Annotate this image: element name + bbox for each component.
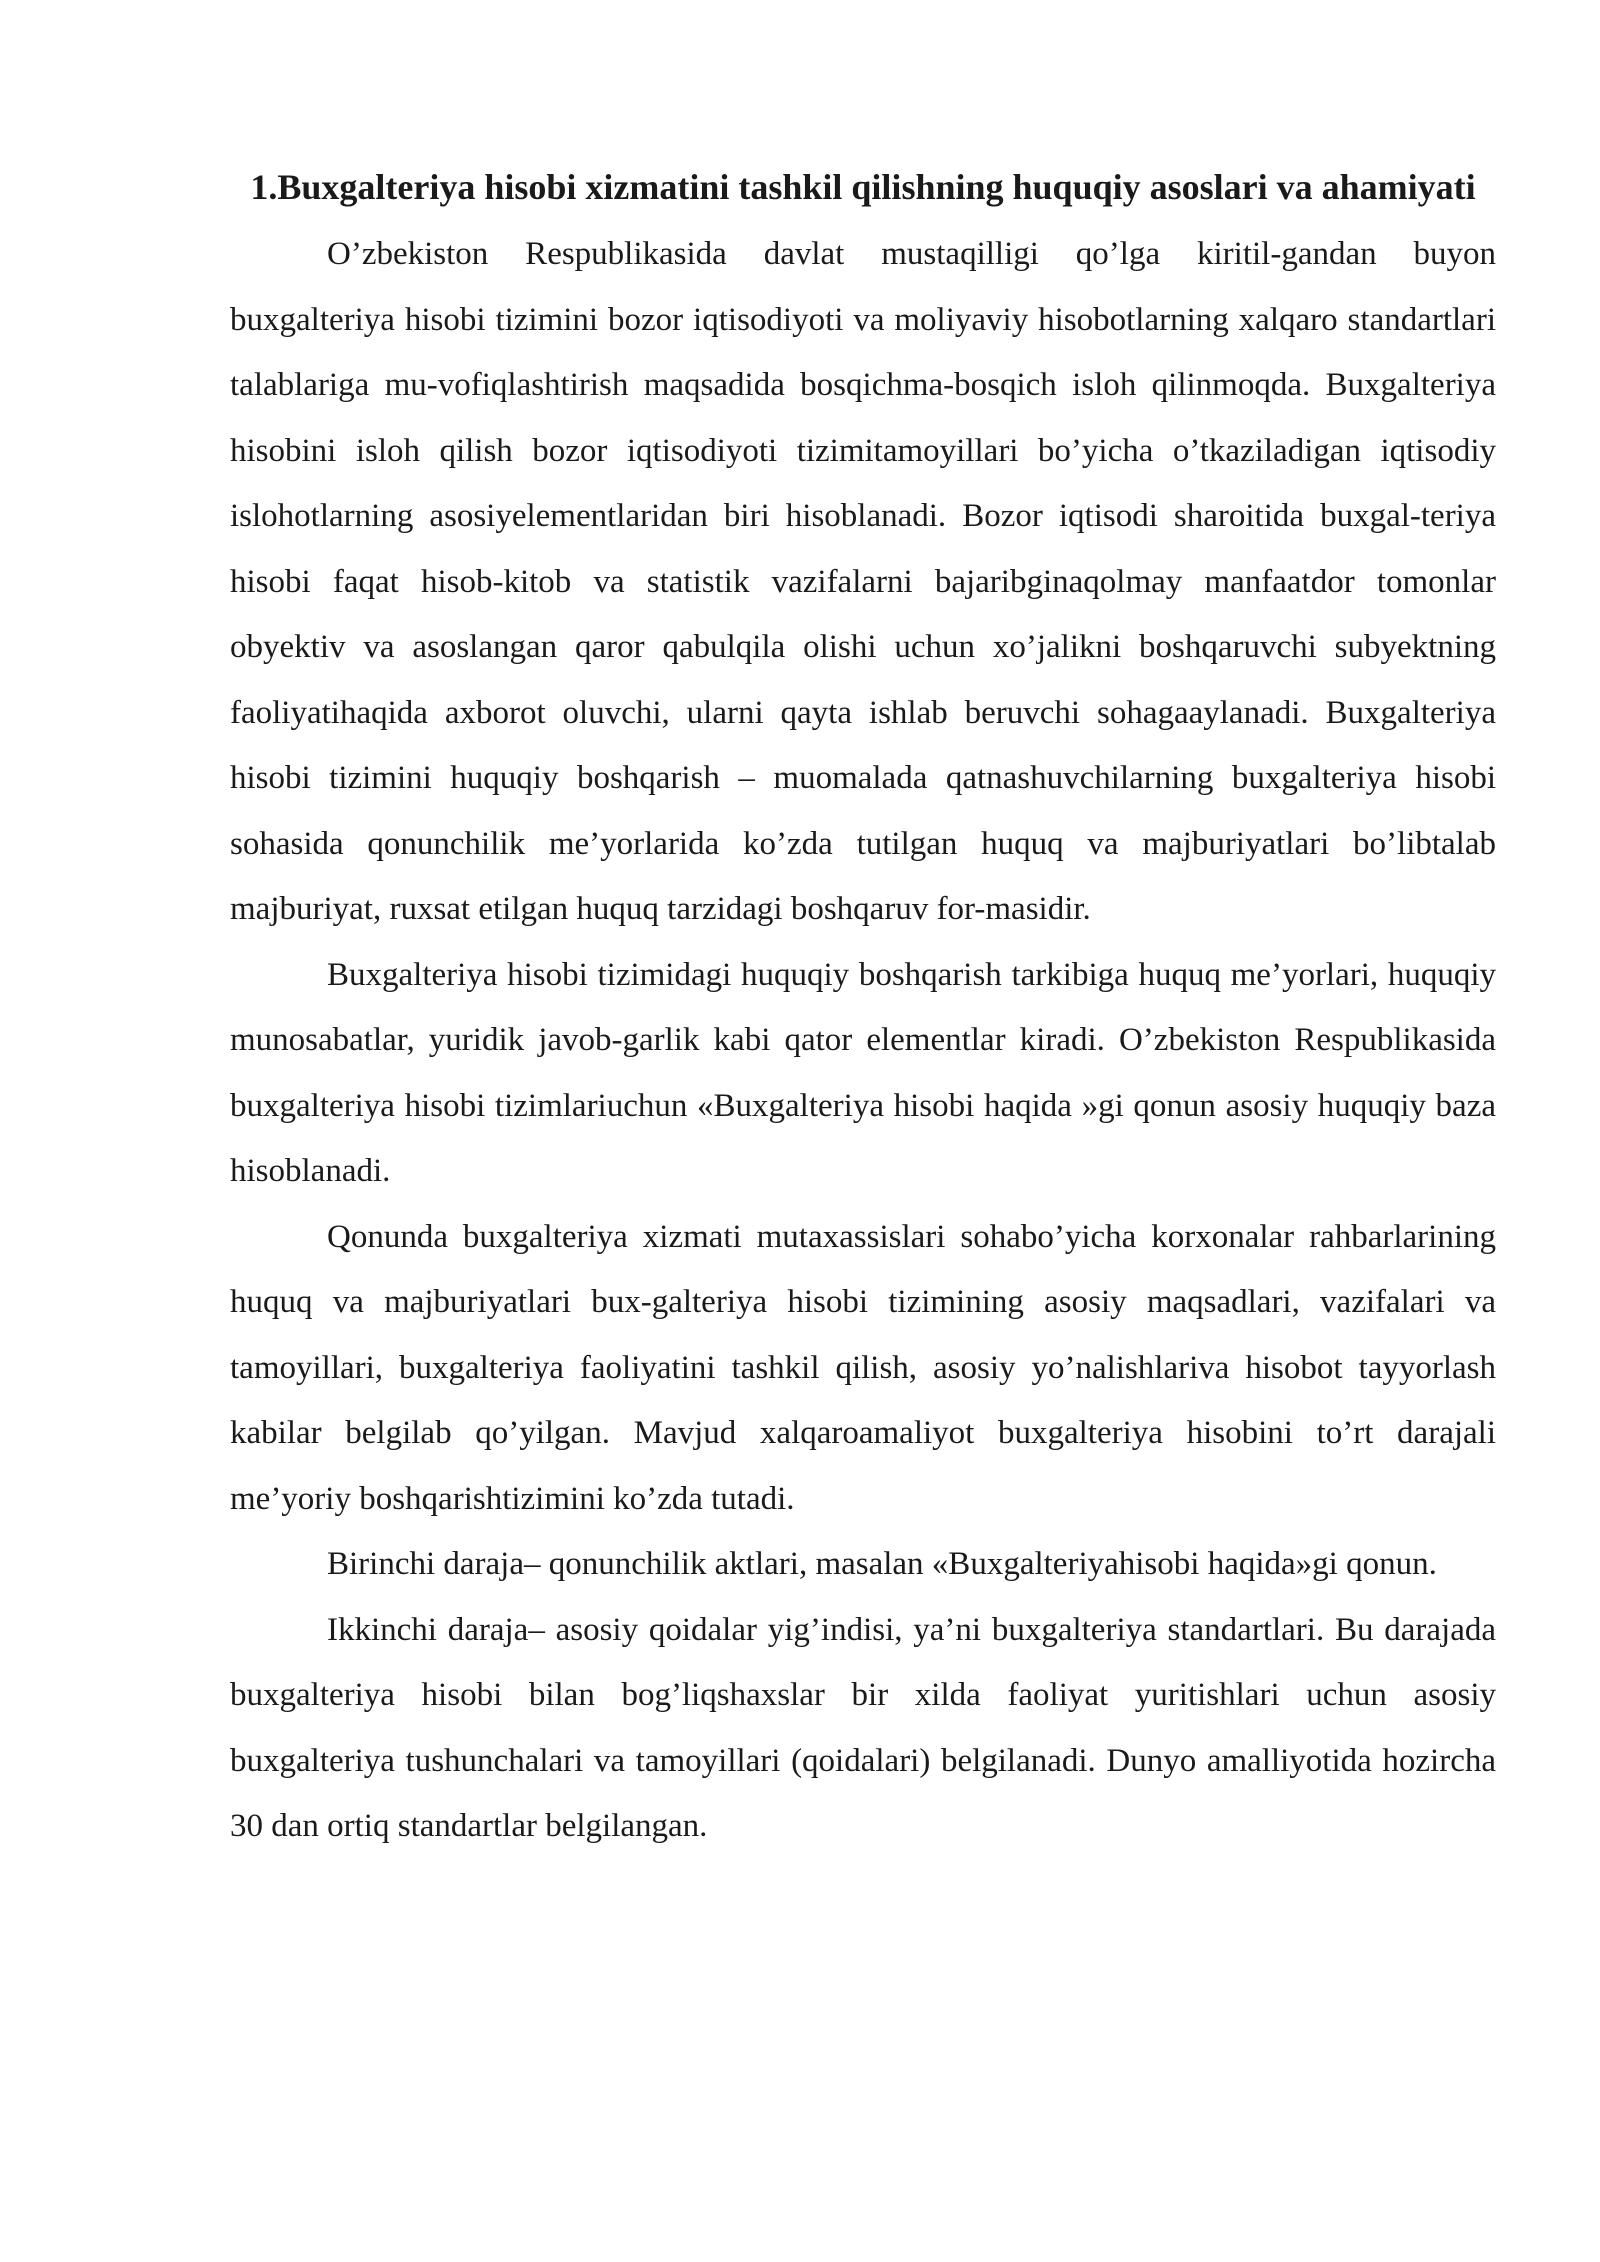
- paragraph-legal-regulation: Buxgalteriya hisobi tizimidagi huquqiy boshqarish tarkibiga huquq me’yorlari, huquqiy munosabatlar, yuridik javob-garlik kabi qator elementlar kiradi. O’zbekiston Respublikasida buxgalteriya hisobi tizimlariuchun «Buxgalteriya hisobi haqida »gi qonun asosiy huquqiy baza hisoblanadi.: [230, 956, 1496, 1189]
- document-title: 1.Buxgalteriya hisobi xizmatini tashkil qilishning huquqiy asoslari va ahamiyati: [250, 167, 1476, 207]
- paragraph-intro: O’zbekiston Respublikasida davlat mustaqilligi qo’lga kiritil-gandan buyon buxgalteriya hisobi tizimini bozor iqtisodiyoti va moliyaviy hisobotlarning xalqaro standartlari talablariga mu-vofiqlashtirish maqsadida bosqichma-bosqich isloh qilinmoqda. Buxgalteriya hisobini isloh qilish bozor iqtisodiyoti tizimitamoyillari bo’yicha o’tkaziladigan iqtisodiy islohotlarning asosiyelementlaridan biri hisoblanadi. Bozor iqtisodi sharoitida buxgal-teriya hisobi faqat hisob-kitob va statistik vazifalarni bajaribginaqolmay manfaatdor tomonlar obyektiv va asoslangan qaror qabulqila olishi uchun xo’jalikni boshqaruvchi subyektning faoliyatihaqida axborot oluvchi, ularni qayta ishlab beruvchi sohagaaylanadi. Buxgalteriya hisobi tizimini huquqiy boshqarish – muomalada qatnashuvchilarning buxgalteriya hisobi sohasida qonunchilik me’yorlarida ko’zda tutilgan huquq va majburiyatlari bo’libtalab majburiyat, ruxsat etilgan huquq tarzidagi boshqaruv for-masidir.: [230, 236, 1496, 927]
- paragraph-second-level: Ikkinchi daraja– asosiy qoidalar yig’indisi, ya’ni buxgalteriya standartlari. Bu darajada buxgalteriya hisobi bilan bog’liqshaxslar bir xilda faoliyat yuritishlari uchun asosiy buxgalteriya tushunchalari va tamoyillari (qoidalari) belgilanadi. Dunyo amalliyotida hozircha 30 dan ortiq standartlar belgilangan.: [230, 1611, 1496, 1844]
- paragraph-law-content: Qonunda buxgalteriya xizmati mutaxassislari sohabo’yicha korxonalar rahbarlarining huquq va majburiyatlari bux-galteriya hisobi tizimining asosiy maqsadlari, vazifalari va tamoyillari, buxgalteriya faoliyatini tashkil qilish, asosiy yo’nalishlariva hisobot tayyorlash kabilar belgilab qo’yilgan. Mavjud xalqaroamaliyot buxgalteriya hisobini to’rt darajali me’yoriy boshqarishtizimini ko’zda tutadi.: [230, 1218, 1496, 1517]
- paragraph-first-level: Birinchi daraja– qonunchilik aktlari, masalan «Buxgalteriyahisobi haqida»gi qonun.: [327, 1546, 1437, 1582]
- document-page: [230, 150, 1496, 1860]
